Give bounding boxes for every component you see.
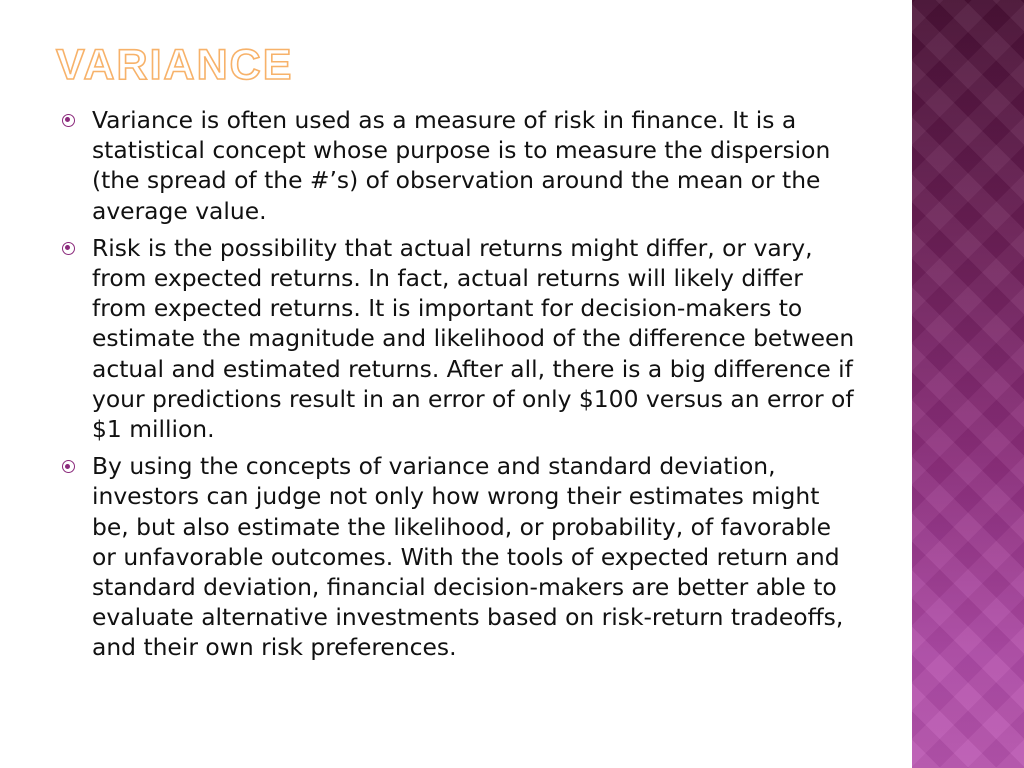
slide-title: VARIANCE: [56, 41, 294, 89]
side-panel-texture: [912, 0, 1024, 768]
circle-dot-bullet-icon: [62, 460, 75, 473]
bullet-text: Risk is the possibility that actual returns might differ, or vary, from expected returns. In fact, actual returns will likely differ from expected returns. It is important for decision-makers to estimate the magnitude and likelihood of the difference between actual and estimated returns. After all, there is a big difference if your predictions result in an error of only $100 versus an error of $1 million.: [92, 233, 855, 444]
bullet-item: [62, 451, 862, 662]
decorative-side-panel: [912, 0, 1024, 768]
bullet-item: [62, 105, 862, 226]
bullet-text: Variance is often used as a measure of risk in finance. It is a statistical concept whose purpose is to measure the dispersion (the spread of the #’s) of observation around the mean or the average value.: [92, 106, 831, 225]
bullet-text: By using the concepts of variance and standard deviation, investors can judge not only how wrong their estimates might be, but also estimate the likelihood, or probability, of favorable or unfavorable outcomes. With the tools of expected return and standard deviation, financial decision-makers are better able to evaluate alternative investments based on risk-return tradeoffs, and their own risk preferences.: [92, 452, 844, 662]
bullet-list: [62, 105, 862, 670]
circle-dot-bullet-icon: [62, 242, 75, 255]
circle-dot-bullet-icon: [62, 114, 75, 127]
bullet-item: [62, 233, 862, 444]
